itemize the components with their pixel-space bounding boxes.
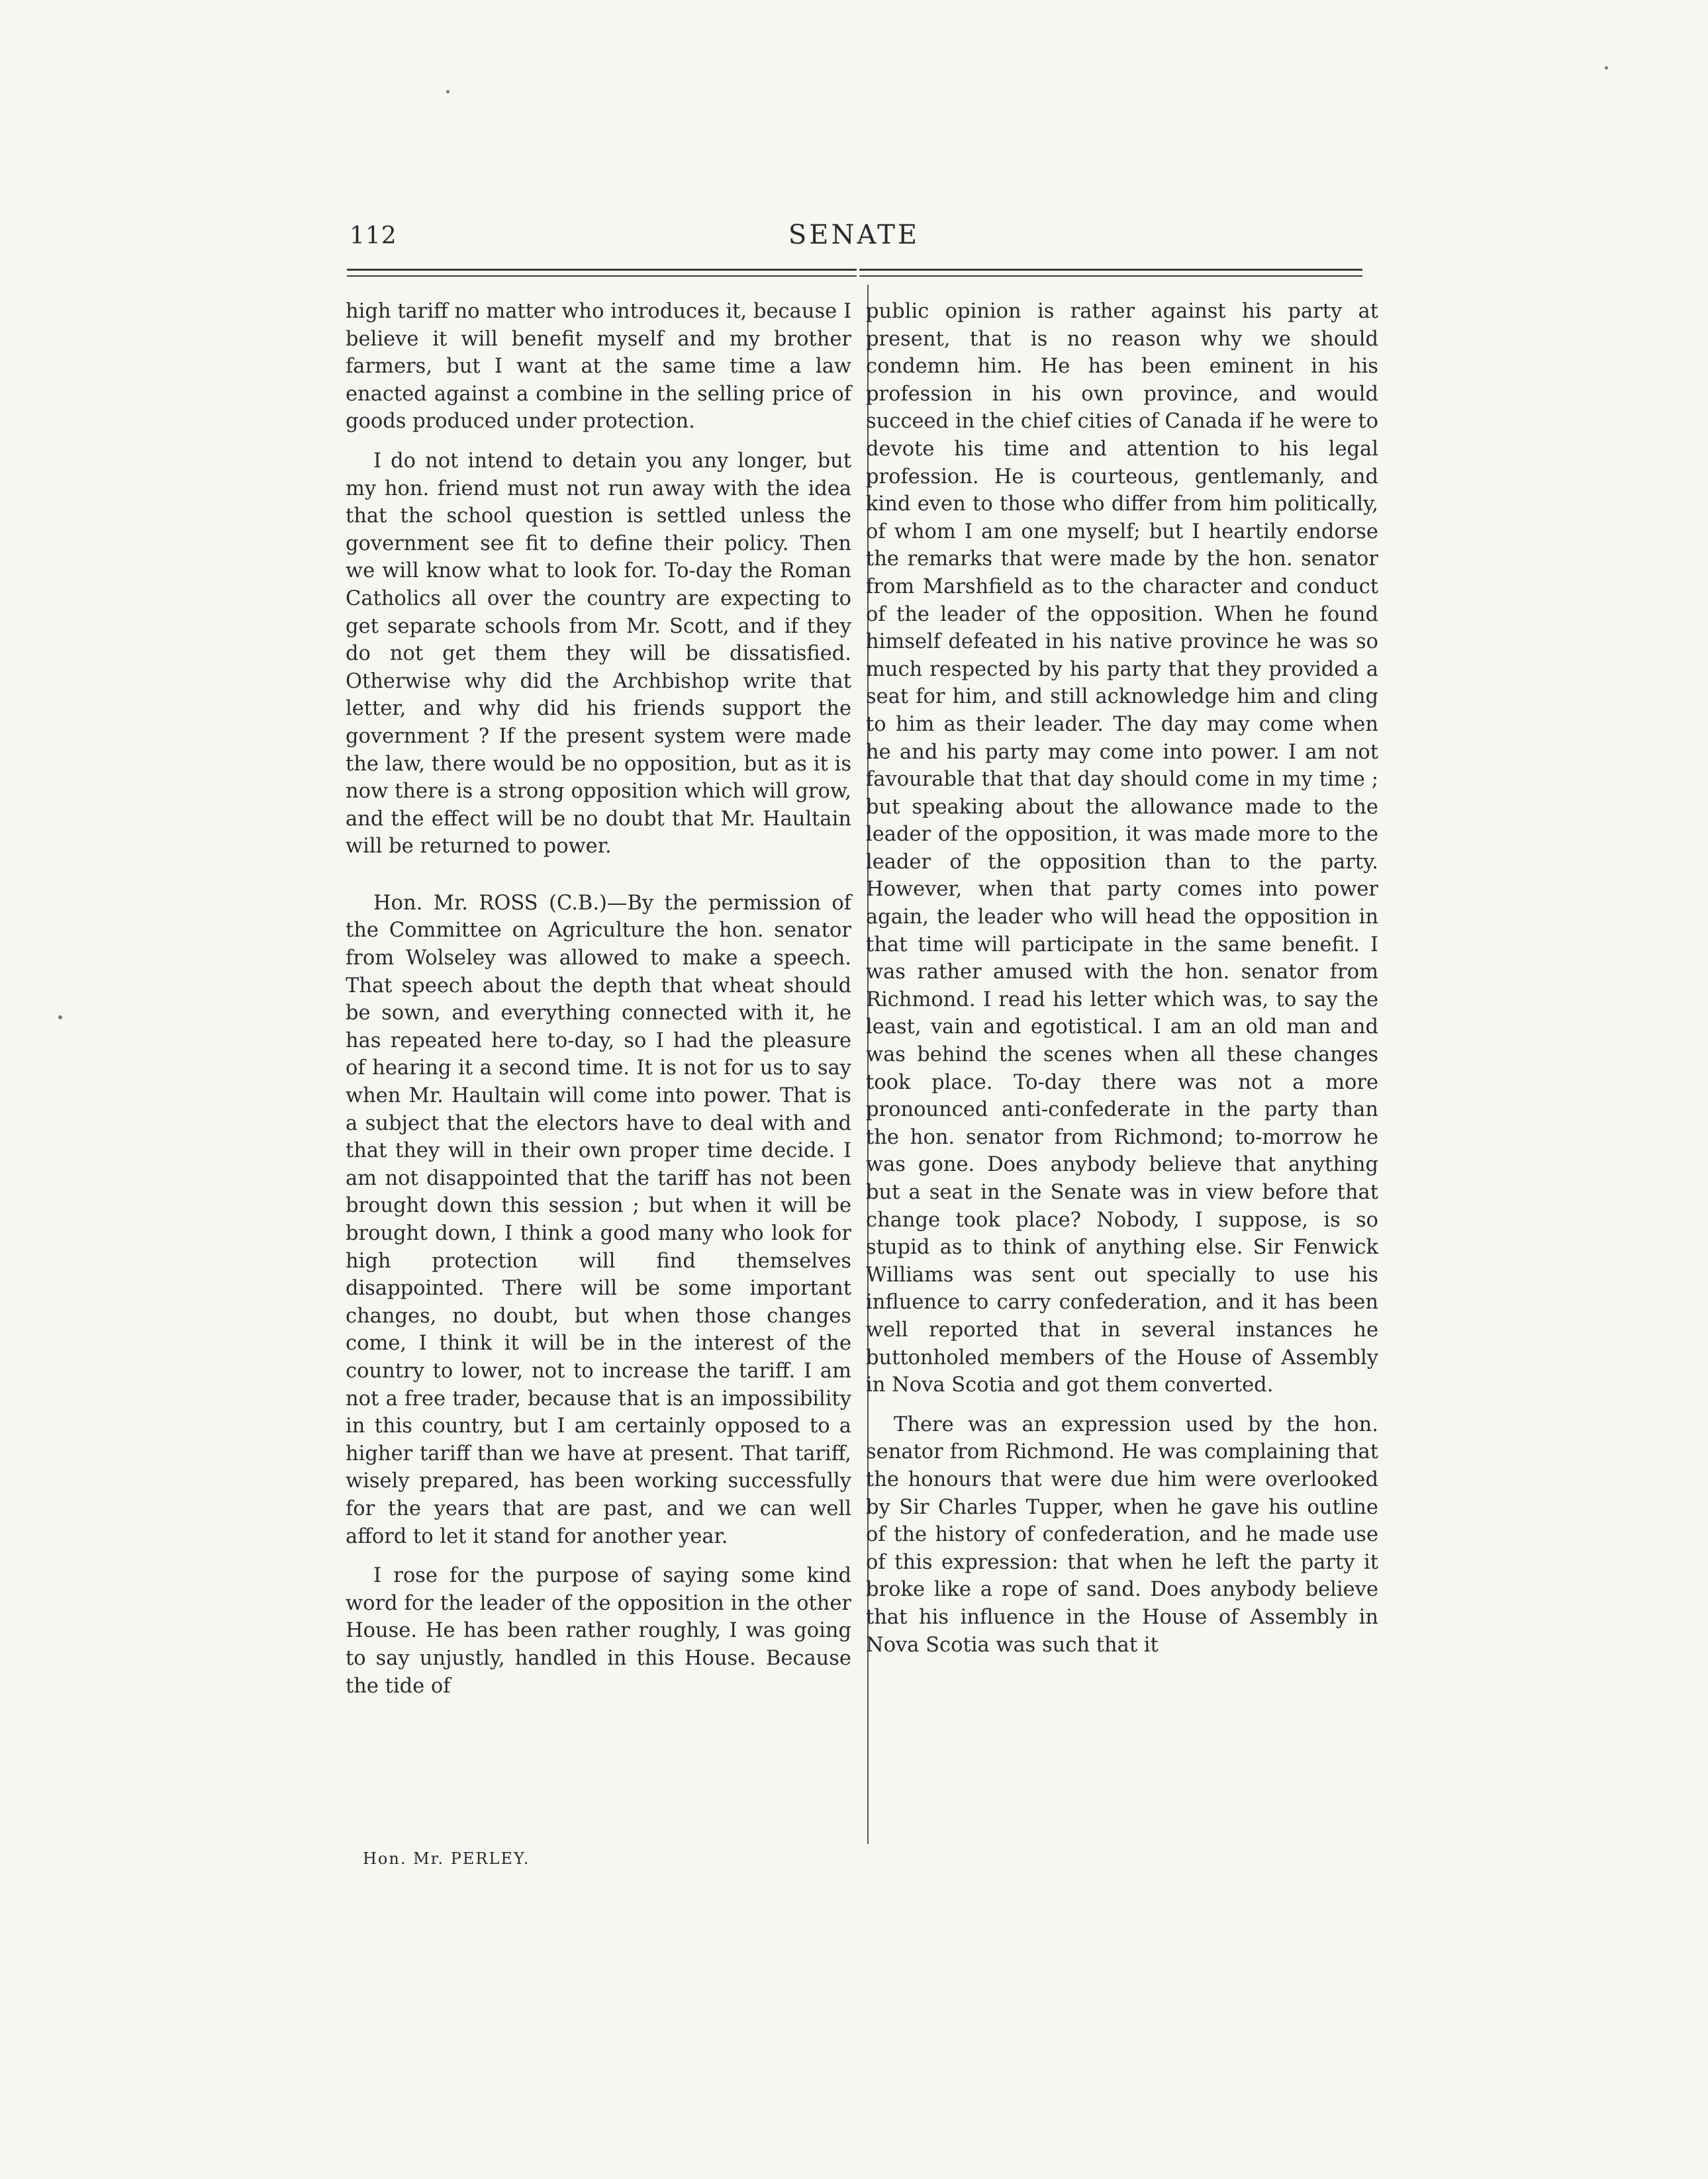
left-paragraph-2: I do not intend to detain you any longer, but my hon. friend must not run away with the idea that the school question is settled unless the government see fit to define their policy. Then we will know what to look for. To-day the Roman Catholics all over the country are expecting to get separate schools from Mr. Scott, and if they do not get them they will be dissatisfied. Otherwise why did the Archbishop write that letter, and why did his friends support the government ? If the present system were made the law, there would be no opposition, but as it is now there is a strong opposition which will grow, and the effect will be no doubt that Mr. Haultain will be returned to power. <box>346 449 851 858</box>
running-title: SENATE <box>788 220 920 250</box>
right-paragraph-1: public opinion is rather against his party at present, that is no reason why we should condemn him. He has been eminent in his profession in his own province, and would succeed in the chief cities of Canada if he were to devote his time and attention to his legal profession. He is courteous, gentlemanly, and kind even to those who differ from him politically, of whom I am one myself; but I heartily endorse the remarks that were made by the hon. senator from Marshfield as to the character and conduct of the leader of the opposition. When he found himself defeated in his native province he was so much respected by his party that they provided a seat for him, and still acknowledge him and cling to him as their leader. The day may come when he and his party may come into power. I am not favourable that that day should come in my time ; but speaking about the allowance made to the leader of the opposition, it was made more to the leader of the opposition than to the party. However, when that party comes into power again, the leader who will head the opposition in that time will participate in the same benefit. I was rather amused with the hon. senator from Richmond. I read his letter which was, to say the least, vain and egotistical. I am an old man and was behind the scenes when all these changes took place. To-day there was not a more pronounced anti-confederate in the party than the hon. senator from Richmond; to-morrow he was gone. Does anybody believe that anything but a seat in the Senate was in view before that change took place? Nobody, I suppose, is so stupid as to think of anything else. Sir Fenwick Williams was sent out specially to use his influence to carry confederation, and it has been well reported that in several instances he buttonholed members of the House of Assembly in Nova Scotia and got them converted. <box>866 300 1378 1397</box>
header-rule-left-2 <box>347 275 857 277</box>
scan-speck <box>58 1015 62 1019</box>
header-rule-left-1 <box>347 269 857 271</box>
header-rule-right-1 <box>859 269 1362 271</box>
left-paragraph-4: I rose for the purpose of saying some kind word for the leader of the opposition in the other House. He has been rather roughly, I was going to say unjustly, handled in this House. Because the tide of <box>346 1564 851 1698</box>
left-column <box>346 298 851 1700</box>
scan-speck <box>446 90 450 93</box>
left-paragraph-1: high tariff no matter who introduces it, because I believe it will benefit myself and my brother farmers, but I want at the same time a law enacted against a combine in the selling price of goods produced under protection. <box>346 300 851 434</box>
left-paragraph-3: Hon. Mr. ROSS (C.B.)—By the permission of the Committee on Agriculture the hon. senator from Wolseley was allowed to make a speech. That speech about the depth that wheat should be sown, and everything connected with it, he has repeated here to-day, so I had the pleasure of hearing it a second time. It is not for us to say when Mr. Haultain will come into power. That is a subject that the electors have to deal with and that they will in their own proper time decide. I am not disappointed that the tariff has not been brought down this session ; but when it will be brought down, I think a good many who look for high protection will find themselves disappointed. There will be some important changes, no doubt, but when those changes come, I think it will be in the interest of the country to lower, not to increase the tariff. I am not a free trader, because that is an impossibility in this country, but I am certainly opposed to a higher tariff than we have at present. That tariff, wisely prepared, has been working successfully for the years that are past, and we can well afford to let it stand for another year. <box>346 891 851 1548</box>
right-column <box>866 298 1378 1659</box>
page-number: 112 <box>350 222 397 250</box>
scan-speck <box>1605 66 1608 70</box>
footer-speaker-note: Hon. Mr. PERLEY. <box>363 1849 530 1868</box>
header-rule-right-2 <box>859 275 1362 277</box>
right-paragraph-2: There was an expression used by the hon. senator from Richmond. He was complaining that the honours that were due him were overlooked by Sir Charles Tupper, when he gave his outline of the history of confederation, and he made use of this expression: that when he left the party it broke like a rope of sand. Does anybody believe that his influence in the House of Assembly in Nova Scotia was such that it <box>866 1413 1378 1657</box>
